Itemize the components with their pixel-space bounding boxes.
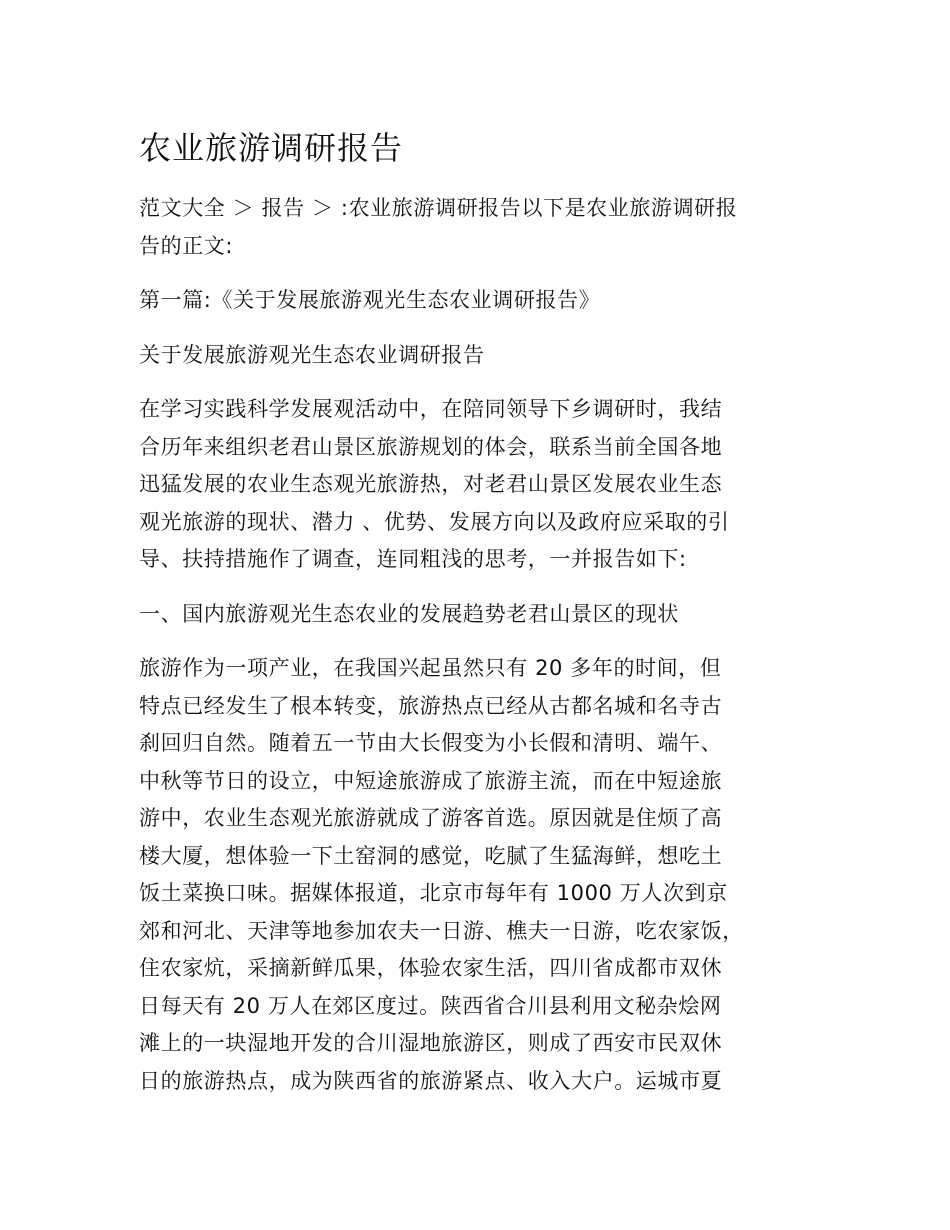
paragraph <box>139 337 819 375</box>
text-line: 郊和河北、天津等地参加农夫一日游、樵夫一日游，吃农家饭， <box>139 918 744 943</box>
text-line: 旅游作为一项产业，在我国兴起虽然只有 20 多年的时间，但 <box>139 656 722 680</box>
text-line: 日的旅游热点，成为陕西省的旅游紧点、收入大户。运城市夏 <box>139 1068 723 1093</box>
text-line: 一、国内旅游观光生态农业的发展趋势老君山景区的现状 <box>139 601 679 626</box>
text-line: 楼大厦，想体验一下土窑洞的感觉，吃腻了生猛海鲜，想吃土 <box>139 843 723 868</box>
text-line: 特点已经发生了根本转变，旅游热点已经从古都名城和名寺古 <box>139 693 723 718</box>
paragraph <box>139 190 819 265</box>
text-line: 刹回归自然。随着五一节由大长假变为小长假和清明、端午、 <box>139 731 723 755</box>
document-body <box>139 190 819 1100</box>
text-line: 观光旅游的现状、潜力 、优势、发展方向以及政府应采取的引 <box>139 509 730 534</box>
document-page <box>139 126 819 1100</box>
text-line: 住农家炕，采摘新鲜瓜果，体验农家生活，四川省成都市双休 <box>139 956 723 980</box>
text-line: 关于发展旅游观光生态农业调研报告 <box>139 342 485 367</box>
text-line: 在学习实践科学发展观活动中，在陪同领导下乡调研时，我结 <box>139 397 723 421</box>
text-line: 迅猛发展的农业生态观光旅游热，对老君山景区发展农业生态 <box>139 472 723 496</box>
text-line: 滩上的一块湿地开发的合川湿地旅游区，则成了西安市民双休 <box>139 1031 723 1055</box>
text-line: 范文大全 ＞ 报告 ＞ :农业旅游调研报告以下是农业旅游调研报 <box>139 196 738 220</box>
document-title: 农业旅游调研报告 <box>139 129 404 167</box>
text-line: 日每天有 20 万人在郊区度过。陕西省合川县利用文秘杂烩网 <box>139 993 722 1018</box>
text-line: 游中，农业生态观光旅游就成了游客首选。原因就是住烦了高 <box>139 806 723 830</box>
text-line: 第一篇:《关于发展旅游观光生态农业调研报告》 <box>139 288 601 312</box>
text-line: 饭土菜换口味。据媒体报道，北京市每年有 1000 万人次到京 <box>139 881 728 905</box>
text-line: 导、扶持措施作了调查，连同粗浅的思考，一并报告如下: <box>139 547 687 571</box>
text-line: 告的正文: <box>139 233 234 258</box>
paragraph <box>139 596 819 634</box>
text-line: 合历年来组织老君山景区旅游规划的体会，联系当前全国各地 <box>139 434 723 459</box>
paragraph <box>139 650 819 1100</box>
paragraph <box>139 282 819 320</box>
text-line: 中秋等节日的设立，中短途旅游成了旅游主流，而在中短途旅 <box>139 768 723 793</box>
paragraph <box>139 391 819 579</box>
